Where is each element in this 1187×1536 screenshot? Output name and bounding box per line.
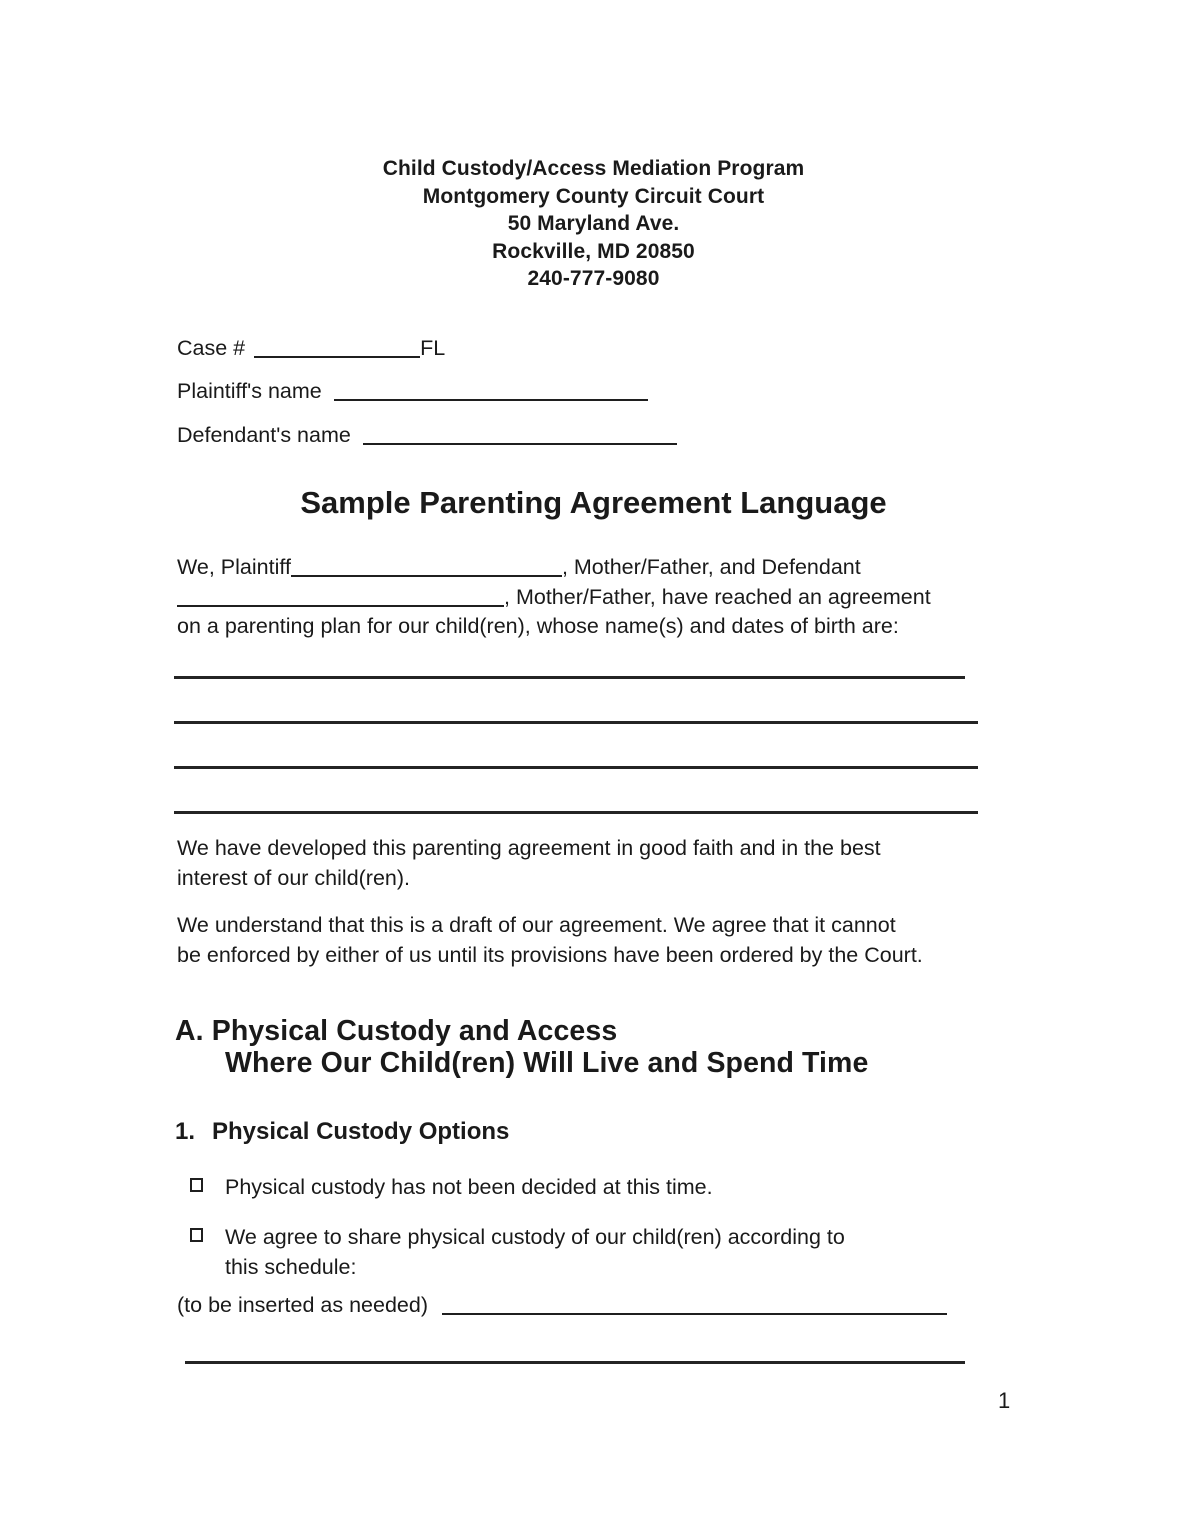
- subsection-1-title: Physical Custody Options: [212, 1118, 510, 1145]
- good-faith-line-2: interest of our child(ren).: [177, 866, 411, 890]
- good-faith-paragraph: [177, 833, 881, 893]
- intro-line-3: on a parenting plan for our child(ren), whose name(s) and dates of birth are:: [177, 614, 899, 638]
- header-line-phone: 240-777-9080: [527, 267, 660, 290]
- header-line-court: Montgomery County Circuit Court: [422, 184, 765, 208]
- case-number-row: [177, 336, 445, 361]
- draft-line-1: We understand that this is a draft of our agreement. We agree that it cannot: [177, 913, 896, 937]
- header-line-program: Child Custody/Access Mediation Program: [382, 157, 805, 180]
- custody-option-share-schedule-label: [225, 1222, 845, 1282]
- checkbox-icon: [190, 1178, 203, 1192]
- section-a-heading: [175, 1015, 868, 1079]
- subsection-1-number: 1.: [175, 1118, 196, 1145]
- header-line-street: 50 Maryland Ave.: [507, 212, 680, 235]
- share-schedule-line-1: We agree to share physical custody of our child(ren) according to: [225, 1225, 845, 1249]
- intro-paragraph: [177, 553, 931, 642]
- section-a-heading-line-2: Where Our Child(ren) Will Live and Spend Time: [225, 1047, 869, 1079]
- custody-option-not-decided-label: Physical custody has not been decided at this time.: [225, 1175, 713, 1199]
- plaintiff-fill-in-blank: [291, 557, 562, 577]
- court-header: [0, 155, 1187, 293]
- defendant-name-label: Defendant's name: [177, 423, 351, 447]
- intro-line-2: [177, 583, 931, 613]
- plaintiff-name-label: Plaintiff's name: [177, 379, 322, 403]
- draft-paragraph: [177, 910, 923, 970]
- case-number-suffix: FL: [420, 336, 446, 360]
- section-a-heading-line-1: A. Physical Custody and Access: [175, 1015, 618, 1047]
- good-faith-line-1: We have developed this parenting agreement in good faith and in the best: [177, 836, 881, 860]
- document-title: Sample Parenting Agreement Language: [300, 485, 887, 520]
- defendant-name-blank-line: [363, 425, 677, 445]
- schedule-fill-in-blank: [442, 1295, 947, 1315]
- schedule-blank-line-2: [185, 1361, 965, 1364]
- header-line-city: Rockville, MD 20850: [492, 239, 695, 263]
- intro-line-1-post: , Mother/Father, and Defendant: [561, 555, 861, 579]
- plaintiff-name-blank-line: [334, 381, 648, 401]
- intro-line-1: [177, 553, 931, 583]
- insert-note-label: (to be inserted as needed): [177, 1293, 428, 1317]
- custody-option-not-decided: [190, 1172, 713, 1202]
- intro-line-1-pre: We, Plaintiff: [177, 555, 291, 579]
- plaintiff-name-row: [177, 379, 648, 404]
- page-number: 1: [998, 1388, 1011, 1413]
- children-names-blank-line-2: [174, 721, 978, 724]
- draft-line-2: be enforced by either of us until its provisions have been ordered by the Court.: [177, 943, 923, 967]
- children-names-blank-line-1: [174, 676, 965, 679]
- custody-option-share-schedule: [190, 1222, 845, 1282]
- defendant-fill-in-blank: [177, 587, 504, 607]
- case-number-blank-line: [254, 338, 420, 358]
- defendant-name-row: [177, 423, 677, 448]
- share-schedule-line-2: this schedule:: [225, 1255, 357, 1279]
- subsection-1-heading: [175, 1118, 509, 1146]
- checkbox-icon: [190, 1228, 203, 1242]
- case-number-label: Case #: [177, 336, 246, 360]
- children-names-blank-line-4: [174, 811, 978, 814]
- children-names-blank-line-3: [174, 766, 978, 769]
- insert-note-row: [177, 1293, 947, 1318]
- intro-line-2-post: , Mother/Father, have reached an agreement: [504, 584, 931, 609]
